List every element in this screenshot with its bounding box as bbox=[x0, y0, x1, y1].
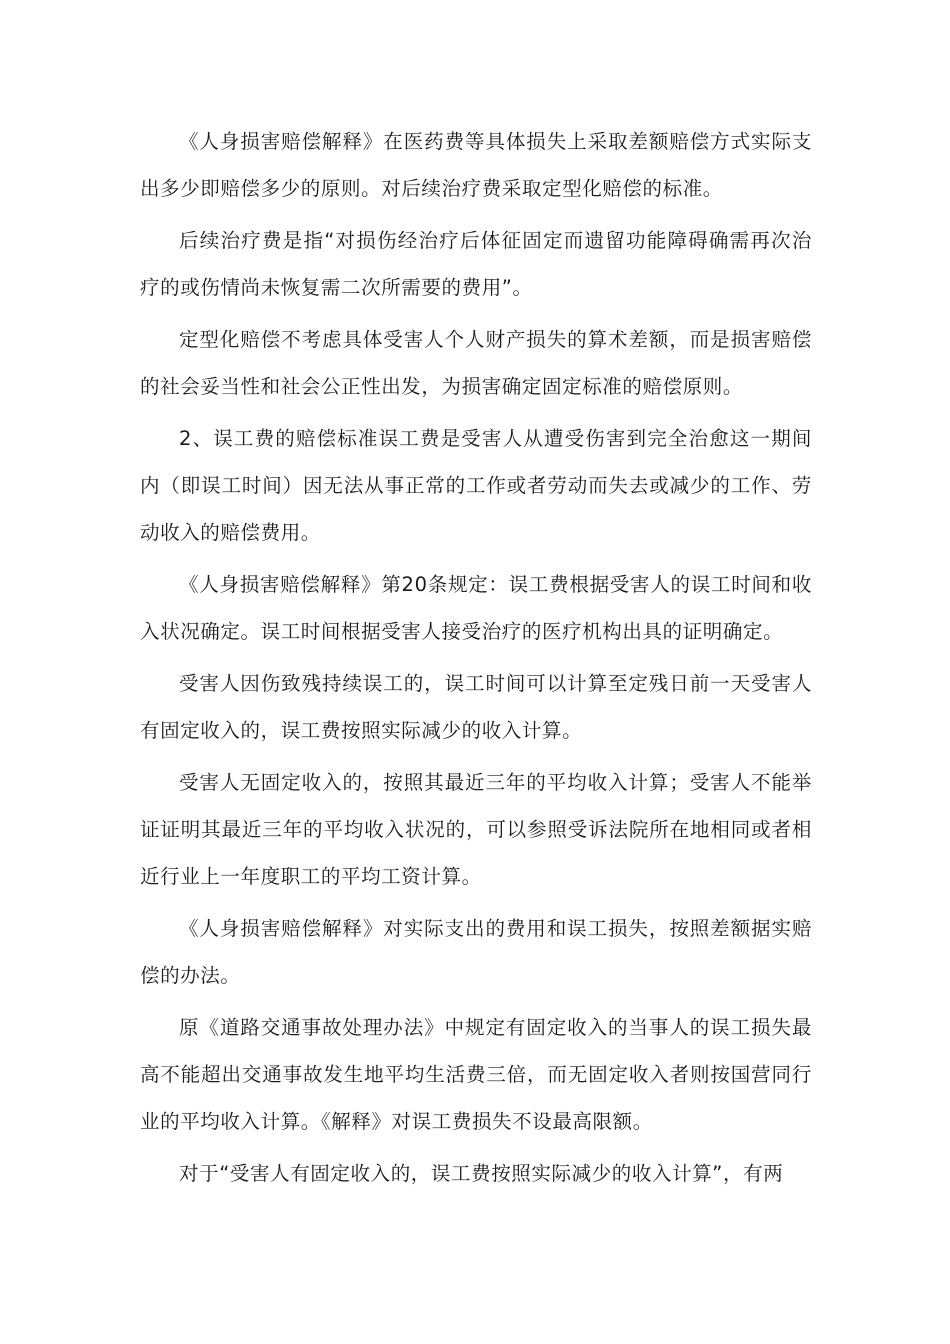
paragraph-7: 受害人无固定收入的，按照其最近三年的平均收入计算；受害人不能举证证明其最近三年的平均收入状况的，可以参照受诉法院所在地相同或者相近行业上一年度职工的平均工资计算。 bbox=[140, 771, 812, 888]
paragraph-4: 2、误工费的赔偿标准误工费是受害人从遭受伤害到完全治愈这一期间内（即误工时间）因无法从事正常的工作或者劳动而失去或减少的工作、劳动收入的赔偿费用。 bbox=[140, 427, 812, 544]
paragraph-1: 《人身损害赔偿解释》在医药费等具体损失上采取差额赔偿方式实际支出多少即赔偿多少的原则。对后续治疗费采取定型化赔偿的标准。 bbox=[140, 130, 812, 200]
paragraph-10: 对于“受害人有固定收入的，误工费按照实际减少的收入计算”，有两 bbox=[179, 1162, 784, 1185]
paragraph-9: 原《道路交通事故处理办法》中规定有固定收入的当事人的误工损失最高不能超出交通事故发生地平均生活费三倍，而无固定收入者则按国营同行业的平均收入计算。《解释》对误工费损失不设最高限额。 bbox=[140, 1016, 812, 1133]
paragraph-6: 受害人因伤致残持续误工的，误工时间可以计算至定残日前一天受害人有固定收入的，误工费按照实际减少的收入计算。 bbox=[140, 672, 812, 742]
paragraph-2: 后续治疗费是指“对损伤经治疗后体征固定而遗留功能障碍确需再次治疗的或伤情尚未恢复需二次所需要的费用”。 bbox=[140, 229, 812, 299]
document-body bbox=[140, 118, 812, 1202]
paragraph-3: 定型化赔偿不考虑具体受害人个人财产损失的算术差额，而是损害赔偿的社会妥当性和社会公正性出发，为损害确定固定标准的赔偿原则。 bbox=[140, 328, 812, 398]
paragraph-8: 《人身损害赔偿解释》对实际支出的费用和误工损失，按照差额据实赔偿的办法。 bbox=[140, 917, 812, 987]
paragraph-5: 《人身损害赔偿解释》第20条规定：误工费根据受害人的误工时间和收入状况确定。误工时间根据受害人接受治疗的医疗机构出具的证明确定。 bbox=[140, 573, 812, 643]
